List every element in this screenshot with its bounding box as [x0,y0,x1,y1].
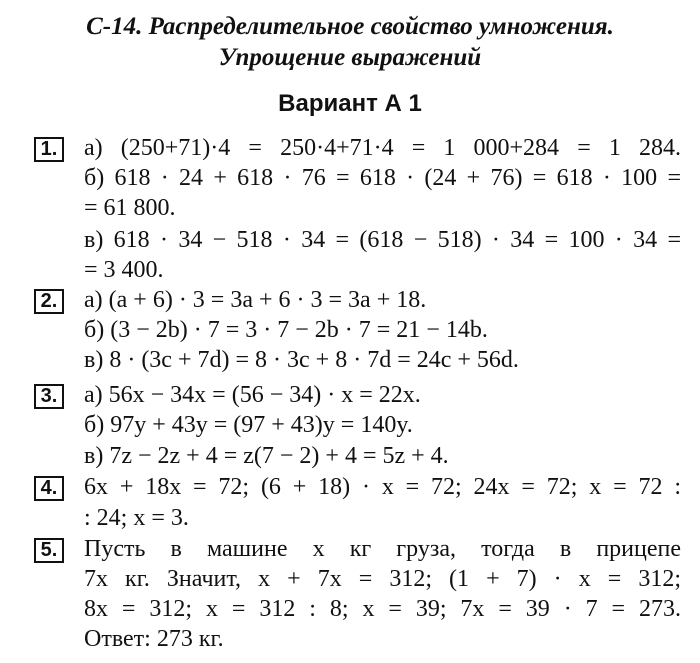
problem-line: б) 97y + 43y = (97 + 43)y = 140y. [84,412,413,438]
problem-number: 1. [34,137,64,162]
page-subtitle: Упрощение выражений [218,44,482,71]
problem-number: 4. [34,476,64,501]
problem-number: 5. [34,538,64,563]
problem-line: в) 7z − 2z + 4 = z(7 − 2) + 4 = 5z + 4. [84,443,449,469]
problem-line: Ответ: 273 кг. [84,626,224,652]
problem-line: а) (250+71)·4 = 250·4+71·4 = 1 000+284 = 1 284. [84,135,681,161]
problem-line: а) 56x − 34x = (56 − 34) · x = 22x. [84,382,421,408]
problem-line: Пусть в машине x кг груза, тогда в прицепе [84,536,681,562]
problem-line: = 61 800. [84,195,176,221]
page-title: С-14. Распределительное свойство умножения. [86,13,614,40]
problem-number: 2. [34,289,64,314]
problem-line: б) (3 − 2b) · 7 = 3 · 7 − 2b · 7 = 21 − 14b. [84,317,488,343]
problem-line: 8x = 312; x = 312 : 8; x = 39; 7x = 39 · 7 = 273. [84,596,681,622]
problem-number: 3. [34,384,64,409]
variant-heading: Вариант А 1 [278,90,422,117]
problem-line: в) 8 · (3c + 7d) = 8 · 3c + 8 · 7d = 24c + 56d. [84,347,519,373]
problem-line: : 24; x = 3. [84,505,189,531]
problem-line: 7x кг. Значит, x + 7x = 312; (1 + 7) · x = 312; [84,566,681,592]
problem-line: в) 618 · 34 − 518 · 34 = (618 − 518) · 34 = 100 · 34 = [84,227,681,253]
problem-line: = 3 400. [84,257,164,283]
problem-line: б) 618 · 24 + 618 · 76 = 618 · (24 + 76) = 618 · 100 = [84,165,681,191]
problem-line: а) (a + 6) · 3 = 3a + 6 · 3 = 3a + 18. [84,287,427,313]
problem-line: 6x + 18x = 72; (6 + 18) · x = 72; 24x = 72; x = 72 : [84,474,681,500]
